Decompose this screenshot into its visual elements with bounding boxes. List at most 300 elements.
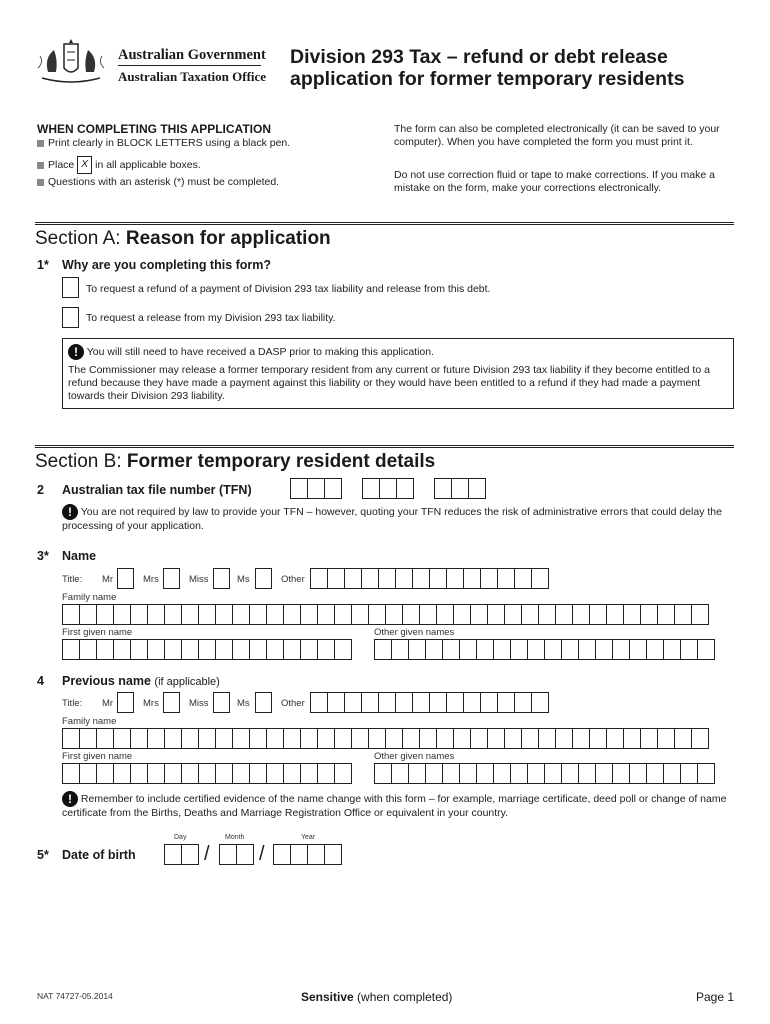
char-cell[interactable] [266,639,284,660]
char-cell[interactable] [629,763,647,784]
char-cell[interactable] [249,639,267,660]
sensitive-suffix: (when completed) [357,990,453,1004]
char-cell[interactable] [317,728,335,749]
prev-other-given-names-label: Other given names [374,751,455,762]
tfn-note [62,504,734,533]
char-cell[interactable] [663,763,681,784]
q4-text [62,674,220,688]
char-cell[interactable] [96,728,114,749]
char-cell[interactable] [531,568,549,589]
char-cell[interactable] [164,763,182,784]
dob-slash-2: / [259,843,265,865]
char-cell[interactable] [589,728,607,749]
char-cell[interactable] [504,604,522,625]
char-cell[interactable] [419,604,437,625]
char-cell[interactable] [181,604,199,625]
char-cell[interactable] [402,604,420,625]
char-cell[interactable] [646,763,664,784]
char-cell[interactable] [236,844,254,865]
char-cell[interactable] [181,763,199,784]
prev-first-given-name-input[interactable] [62,763,351,784]
dob-month-input[interactable] [219,844,253,865]
char-cell[interactable] [412,568,430,589]
section-a-rule [35,222,734,223]
dob-year-label: Year [301,834,316,841]
char-cell[interactable] [453,604,471,625]
char-cell[interactable] [561,639,579,660]
char-cell[interactable] [181,844,199,865]
char-cell[interactable] [317,604,335,625]
char-cell[interactable] [612,639,630,660]
alert-icon: ! [62,791,78,807]
char-cell[interactable] [561,763,579,784]
section-b-heading [35,451,435,473]
char-cell[interactable] [434,478,452,499]
char-cell[interactable] [459,763,477,784]
char-cell[interactable] [283,639,301,660]
char-cell[interactable] [436,728,454,749]
char-cell[interactable] [215,639,233,660]
q4-suffix: (if applicable) [154,676,220,688]
prev-title-label: Title: [62,698,83,709]
family-name-input[interactable] [62,604,708,625]
char-cell[interactable] [79,604,97,625]
char-cell[interactable] [327,692,345,713]
char-cell[interactable] [215,763,233,784]
char-cell[interactable] [215,728,233,749]
char-cell[interactable] [606,728,624,749]
char-cell[interactable] [493,763,511,784]
char-cell[interactable] [368,604,386,625]
char-cell[interactable] [164,639,182,660]
char-cell[interactable] [147,604,165,625]
char-cell[interactable] [198,604,216,625]
prev-family-name-input[interactable] [62,728,708,749]
instruction-bullet-3 [37,176,279,188]
note-text: Remember to include certified evidence of the name change with this form – for example, marriage certificate, deed poll or change of name certificate from the Births, Deaths and Marriage Registration Office or equivalent in your country. [62,792,727,819]
char-cell[interactable] [674,728,692,749]
char-cell[interactable] [572,728,590,749]
char-cell[interactable] [300,639,318,660]
char-cell[interactable] [463,692,481,713]
char-cell[interactable] [317,639,335,660]
other-given-names-label: Other given names [374,627,455,638]
alert-icon: ! [62,504,78,520]
char-cell[interactable] [378,692,396,713]
tfn-group-1[interactable] [290,478,341,499]
note-text: You will still need to have received a DASP prior to making this application. [86,345,435,358]
char-cell[interactable] [555,604,573,625]
prev-title-miss-checkbox[interactable] [213,692,230,713]
char-cell[interactable] [62,604,80,625]
title-mrs-checkbox[interactable] [163,568,180,589]
char-cell[interactable] [487,728,505,749]
char-cell[interactable] [476,639,494,660]
dob-slash-1: / [204,843,210,865]
char-cell[interactable] [510,763,528,784]
char-cell[interactable] [334,639,352,660]
char-cell[interactable] [412,692,430,713]
char-cell[interactable] [497,692,515,713]
char-cell[interactable] [470,604,488,625]
char-cell[interactable] [555,728,573,749]
char-cell[interactable] [480,692,498,713]
char-cell[interactable] [266,604,284,625]
family-name-label: Family name [62,592,117,603]
char-cell[interactable] [361,568,379,589]
prev-other-given-names-input[interactable] [374,763,714,784]
bullet-square-icon [37,140,44,147]
char-cell[interactable] [396,478,414,499]
section-title: Reason for application [125,228,331,249]
title-ms-label: Ms [237,574,250,585]
instruction-text: in all applicable boxes. [95,158,201,171]
ato-logo [34,38,108,86]
char-cell[interactable] [531,692,549,713]
title-mr-checkbox[interactable] [117,568,134,589]
q2-text: Australian tax file number (TFN) [62,483,252,497]
char-cell[interactable] [419,728,437,749]
prev-title-miss-label: Miss [189,698,209,709]
char-cell[interactable] [408,763,426,784]
char-cell[interactable] [130,604,148,625]
instruction-bullet-1 [37,137,290,149]
char-cell[interactable] [595,763,613,784]
reason-refund-checkbox[interactable] [62,277,79,298]
char-cell[interactable] [290,478,308,499]
char-cell[interactable] [691,728,709,749]
tfn-group-2[interactable] [362,478,413,499]
section-b-rule [35,445,734,446]
char-cell[interactable] [164,728,182,749]
instructions-right-p2: Do not use correction fluid or tape to make corrections. If you make a mistake on the form, make your corrections electronically. [394,169,715,194]
char-cell[interactable] [446,568,464,589]
dob-month-label: Month [225,834,245,841]
section-b-rule-2 [35,447,734,448]
char-cell[interactable] [361,692,379,713]
char-cell[interactable] [164,844,182,865]
char-cell[interactable] [697,639,715,660]
char-cell[interactable] [385,604,403,625]
prev-first-given-name-label: First given name [62,751,133,762]
char-cell[interactable] [96,639,114,660]
char-cell[interactable] [334,604,352,625]
char-cell[interactable] [493,639,511,660]
char-cell[interactable] [266,728,284,749]
q2-number: 2 [37,483,44,497]
char-cell[interactable] [514,692,532,713]
sample-mark-box: X [77,156,92,174]
char-cell[interactable] [521,604,539,625]
sensitive-label: Sensitive [301,990,354,1004]
dob-day-input[interactable] [164,844,198,865]
char-cell[interactable] [79,728,97,749]
char-cell[interactable] [344,568,362,589]
char-cell[interactable] [113,604,131,625]
char-cell[interactable] [436,604,454,625]
char-cell[interactable] [680,639,698,660]
char-cell[interactable] [691,604,709,625]
char-cell[interactable] [544,639,562,660]
char-cell[interactable] [351,728,369,749]
char-cell[interactable] [429,568,447,589]
char-cell[interactable] [113,639,131,660]
prev-title-mrs-label: Mrs [143,698,159,709]
char-cell[interactable] [79,639,97,660]
char-cell[interactable] [514,568,532,589]
char-cell[interactable] [442,639,460,660]
char-cell[interactable] [307,478,325,499]
tfn-group-3[interactable] [434,478,485,499]
char-cell[interactable] [198,728,216,749]
char-cell[interactable] [453,728,471,749]
reason-release-label: To request a release from my Division 293 tax liability. [86,312,336,324]
prev-title-other-input[interactable] [310,692,548,713]
char-cell[interactable] [164,604,182,625]
dasp-note-line2: The Commissioner may release a former temporary resident from any current or future Division 293 tax liability if they become entitled to a refund because they have made a payment against this liability or they would have been entitled to a refund if they had made a payment towards their Division 293 liability. [68,364,710,402]
q1-text: Why are you completing this form? [62,258,272,272]
char-cell[interactable] [79,763,97,784]
char-cell[interactable] [446,692,464,713]
char-cell[interactable] [391,639,409,660]
char-cell[interactable] [402,728,420,749]
form-title-line2: application for former temporary residents [290,68,685,90]
char-cell[interactable] [442,763,460,784]
section-a-heading [35,228,331,250]
header-divider [118,65,261,66]
char-cell[interactable] [680,763,698,784]
char-cell[interactable] [62,728,80,749]
char-cell[interactable] [385,728,403,749]
reason-refund-label: To request a refund of a payment of Division 293 tax liability and release from this debt. [86,283,491,295]
char-cell[interactable] [324,478,342,499]
char-cell[interactable] [578,763,596,784]
char-cell[interactable] [640,604,658,625]
char-cell[interactable] [232,728,250,749]
char-cell[interactable] [663,639,681,660]
char-cell[interactable] [198,639,216,660]
q5-text: Date of birth [62,848,136,862]
char-cell[interactable] [362,478,380,499]
char-cell[interactable] [62,763,80,784]
dasp-note-line1 [68,344,434,360]
char-cell[interactable] [232,763,250,784]
char-cell[interactable] [334,763,352,784]
char-cell[interactable] [606,604,624,625]
char-cell[interactable] [327,568,345,589]
instruction-bullet-2 [37,156,201,174]
q3-number: 3* [37,549,49,563]
q3-text: Name [62,549,97,563]
char-cell[interactable] [429,692,447,713]
char-cell[interactable] [395,568,413,589]
name-change-note [62,791,734,820]
char-cell[interactable] [310,692,328,713]
char-cell[interactable] [232,639,250,660]
char-cell[interactable] [674,604,692,625]
char-cell[interactable] [317,763,335,784]
char-cell[interactable] [283,728,301,749]
form-code: NAT 74727-05.2014 [37,991,113,1001]
title-mr-label: Mr [102,574,114,585]
char-cell[interactable] [578,639,596,660]
char-cell[interactable] [463,568,481,589]
char-cell[interactable] [113,763,131,784]
char-cell[interactable] [273,844,291,865]
dob-year-input[interactable] [273,844,341,865]
tfn-input[interactable] [290,478,485,499]
char-cell[interactable] [300,604,318,625]
coat-of-arms-icon [34,38,108,86]
title-label: Title: [62,574,83,585]
char-cell[interactable] [300,763,318,784]
char-cell[interactable] [198,763,216,784]
bullet-square-icon [37,162,44,169]
section-title: Former temporary resident details [126,451,436,472]
q4-number: 4 [37,674,44,688]
char-cell[interactable] [181,728,199,749]
char-cell[interactable] [379,478,397,499]
char-cell[interactable] [378,568,396,589]
char-cell[interactable] [307,844,325,865]
instruction-text: Print clearly in BLOCK LETTERS using a black pen. [48,137,291,149]
char-cell[interactable] [657,604,675,625]
prev-family-name-label: Family name [62,716,117,727]
char-cell[interactable] [487,604,505,625]
char-cell[interactable] [538,604,556,625]
char-cell[interactable] [697,763,715,784]
char-cell[interactable] [232,604,250,625]
char-cell[interactable] [249,763,267,784]
instructions-heading: WHEN COMPLETING THIS APPLICATION [37,122,271,136]
char-cell[interactable] [497,568,515,589]
char-cell[interactable] [181,639,199,660]
char-cell[interactable] [344,692,362,713]
sensitive-marking [301,990,452,1004]
char-cell[interactable] [130,763,148,784]
prev-title-mrs-checkbox[interactable] [163,692,180,713]
char-cell[interactable] [408,639,426,660]
q1-number: 1* [37,258,49,272]
char-cell[interactable] [623,728,641,749]
char-cell[interactable] [368,728,386,749]
char-cell[interactable] [62,639,80,660]
title-miss-checkbox[interactable] [213,568,230,589]
char-cell[interactable] [391,763,409,784]
prev-title-mr-label: Mr [102,698,114,709]
title-miss-label: Miss [189,574,209,585]
title-mrs-label: Mrs [143,574,159,585]
char-cell[interactable] [283,604,301,625]
char-cell[interactable] [527,763,545,784]
char-cell[interactable] [640,728,658,749]
char-cell[interactable] [425,763,443,784]
page-number: Page 1 [696,990,735,1004]
char-cell[interactable] [451,478,469,499]
dob-day-label: Day [174,834,187,841]
note-text: You are not required by law to provide your TFN – however, quoting your TFN reduces the risk of administrative errors that could delay the processing of your application. [62,505,722,532]
bullet-square-icon [37,179,44,186]
char-cell[interactable] [589,604,607,625]
title-other-input[interactable] [310,568,548,589]
ato-name: Australian Taxation Office [118,69,267,84]
char-cell[interactable] [290,844,308,865]
q5-number: 5* [37,848,49,862]
first-given-name-input[interactable] [62,639,351,660]
char-cell[interactable] [468,478,486,499]
title-ms-checkbox[interactable] [255,568,272,589]
prev-title-other-label: Other [281,698,305,709]
char-cell[interactable] [113,728,131,749]
char-cell[interactable] [470,728,488,749]
other-given-names-input[interactable] [374,639,714,660]
first-given-name-label: First given name [62,627,133,638]
section-prefix: Section A: [35,228,121,249]
char-cell[interactable] [612,763,630,784]
char-cell[interactable] [96,604,114,625]
char-cell[interactable] [374,639,392,660]
char-cell[interactable] [219,844,237,865]
char-cell[interactable] [310,568,328,589]
reason-release-checkbox[interactable] [62,307,79,328]
char-cell[interactable] [147,728,165,749]
char-cell[interactable] [300,728,318,749]
char-cell[interactable] [629,639,647,660]
char-cell[interactable] [480,568,498,589]
char-cell[interactable] [595,639,613,660]
char-cell[interactable] [538,728,556,749]
title-other-label: Other [281,574,305,585]
section-a-rule-2 [35,224,734,225]
instruction-text: Place [48,158,75,171]
char-cell[interactable] [646,639,664,660]
instructions-right-p1: The form can also be completed electronically (it can be saved to your computer). When you have completed the form you must print it. [394,123,720,148]
char-cell[interactable] [351,604,369,625]
char-cell[interactable] [266,763,284,784]
char-cell[interactable] [96,763,114,784]
char-cell[interactable] [572,604,590,625]
char-cell[interactable] [657,728,675,749]
prev-title-ms-label: Ms [237,698,250,709]
char-cell[interactable] [527,639,545,660]
char-cell[interactable] [130,728,148,749]
char-cell[interactable] [249,604,267,625]
char-cell[interactable] [215,604,233,625]
char-cell[interactable] [130,639,148,660]
char-cell[interactable] [504,728,522,749]
gov-name: Australian Government [118,47,266,63]
char-cell[interactable] [521,728,539,749]
char-cell[interactable] [374,763,392,784]
section-prefix: Section B: [35,451,122,472]
char-cell[interactable] [476,763,494,784]
char-cell[interactable] [544,763,562,784]
prev-title-mr-checkbox[interactable] [117,692,134,713]
char-cell[interactable] [147,639,165,660]
prev-title-ms-checkbox[interactable] [255,692,272,713]
char-cell[interactable] [425,639,443,660]
alert-icon: ! [68,344,84,360]
char-cell[interactable] [324,844,342,865]
char-cell[interactable] [459,639,477,660]
char-cell[interactable] [147,763,165,784]
char-cell[interactable] [510,639,528,660]
char-cell[interactable] [334,728,352,749]
char-cell[interactable] [395,692,413,713]
char-cell[interactable] [283,763,301,784]
char-cell[interactable] [623,604,641,625]
char-cell[interactable] [249,728,267,749]
